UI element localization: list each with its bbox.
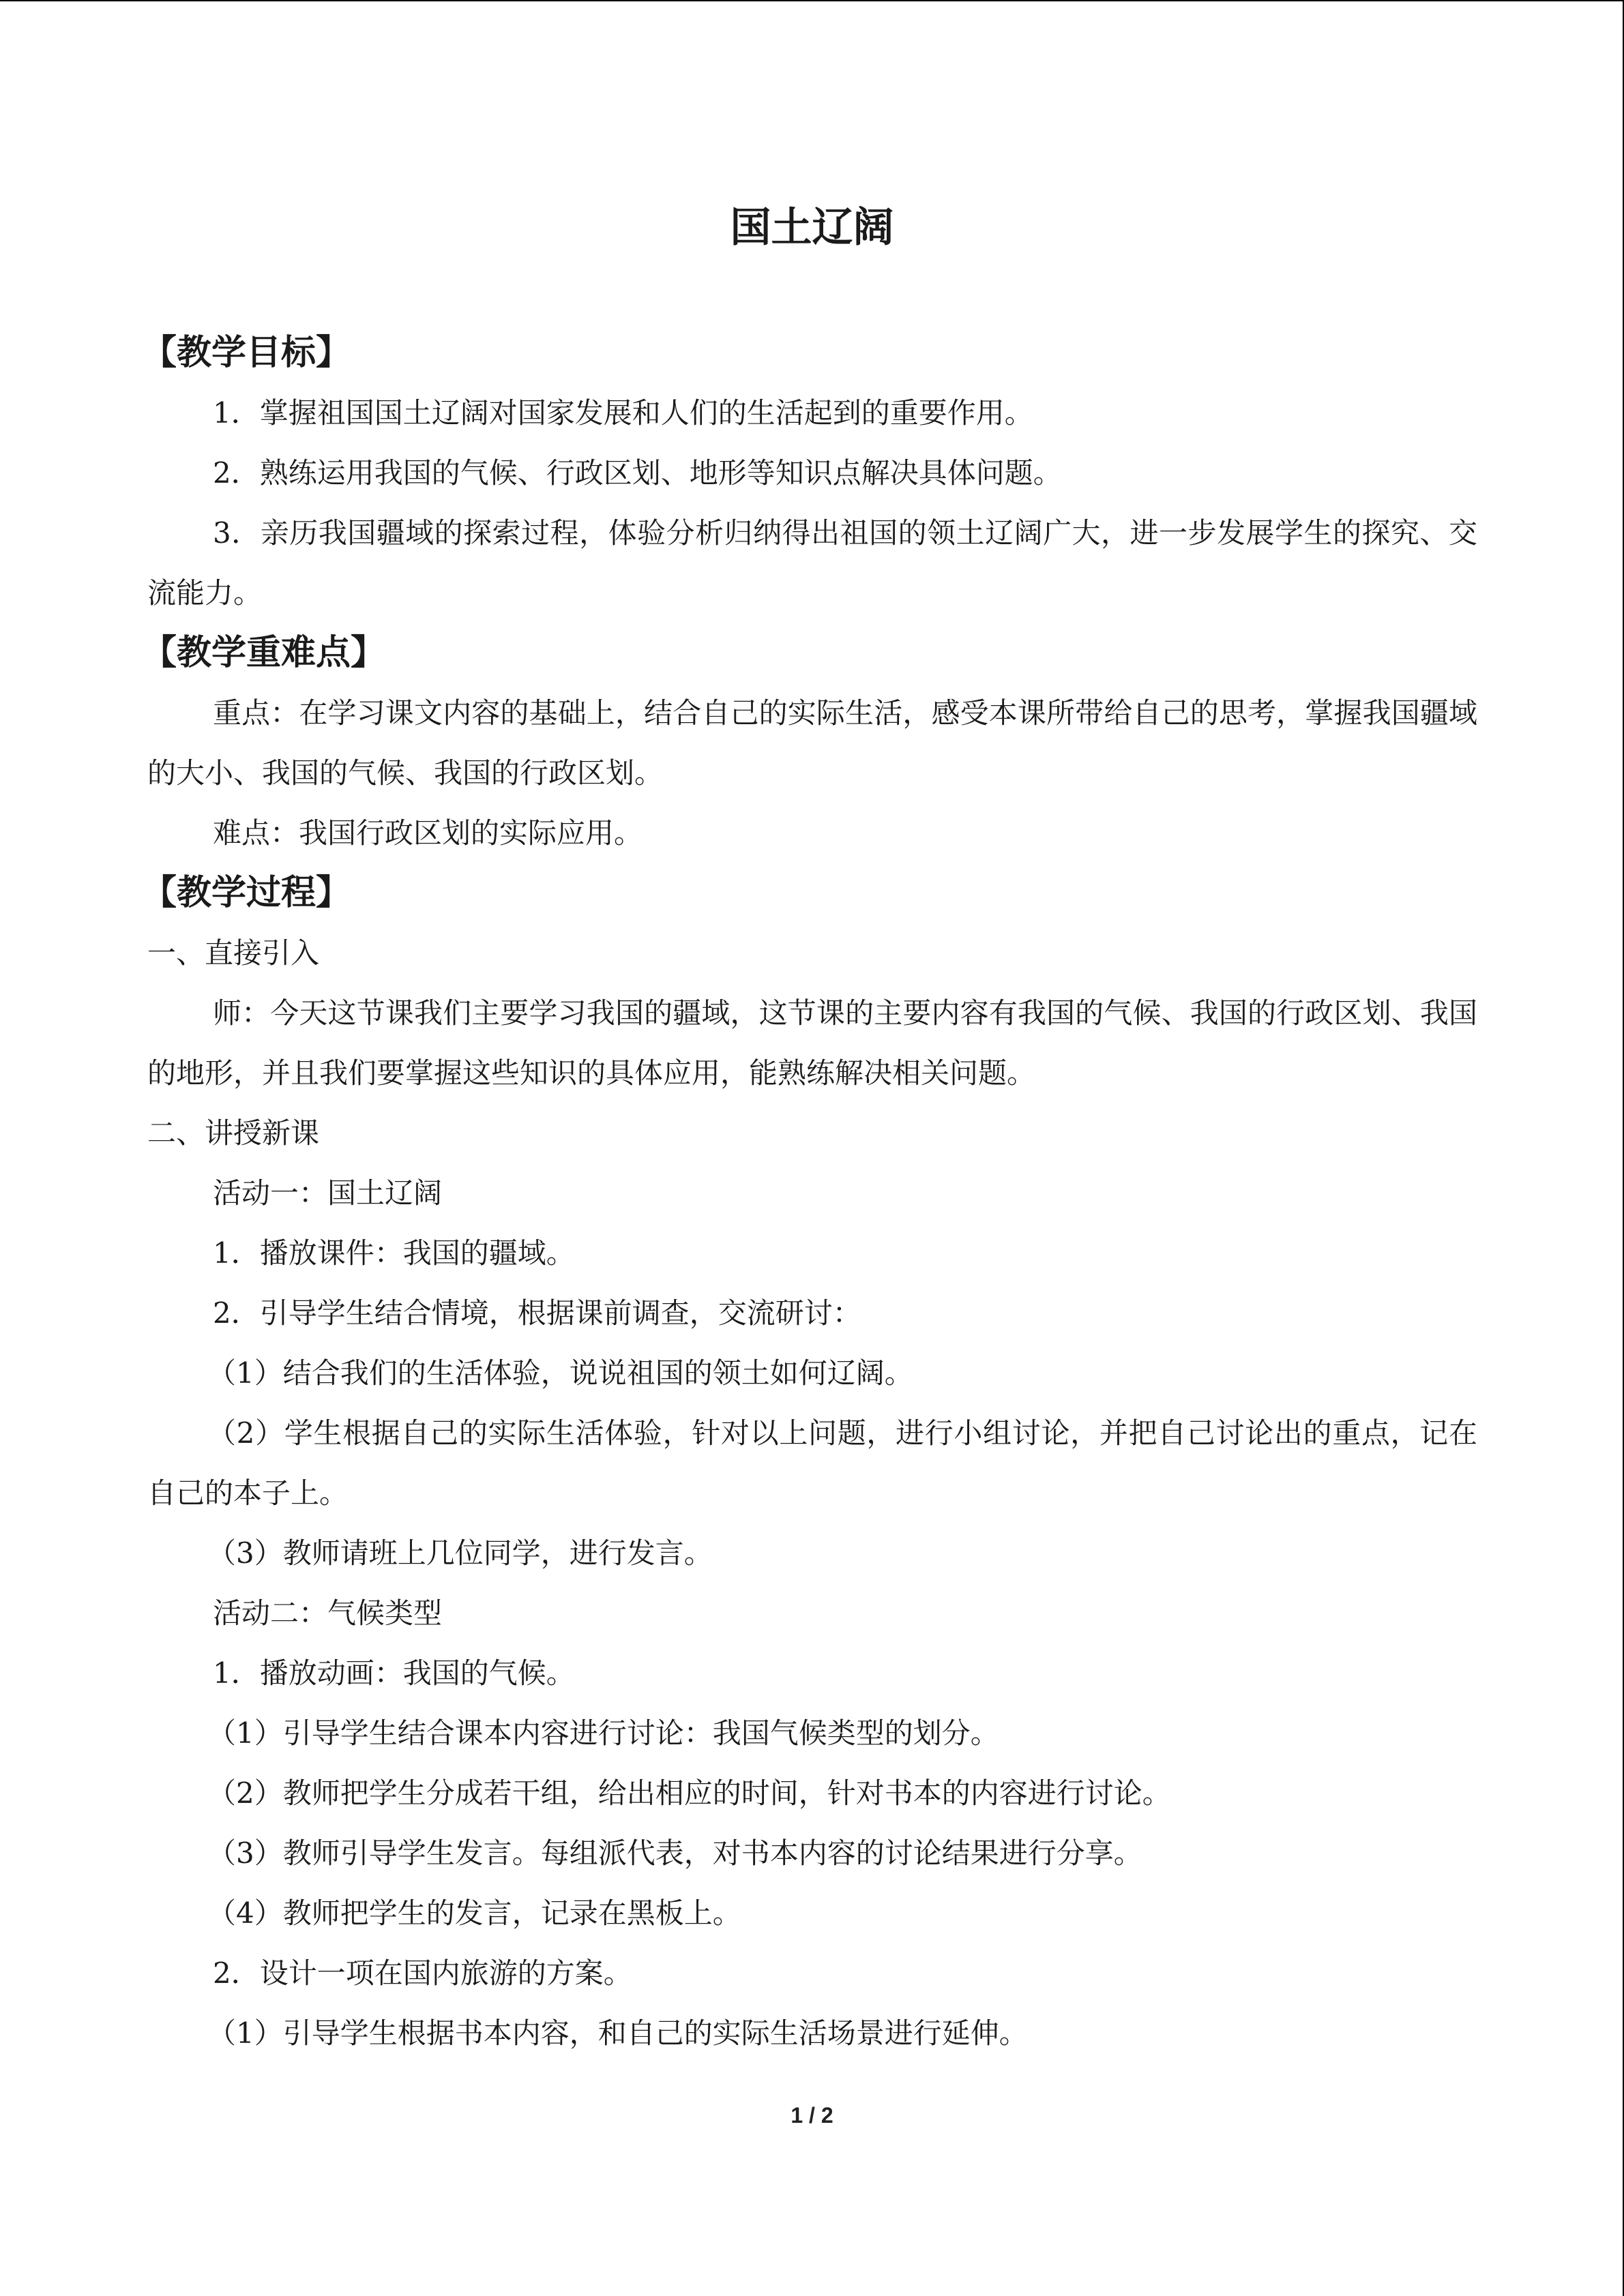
key-point-paragraph: 重点：在学习课文内容的基础上，结合自己的实际生活，感受本课所带给自己的思考，掌握我国疆域的大小、我国的气候、我国的行政区划。 [147,696,1477,790]
activity2-title: 活动二：气候类型 [213,1596,443,1630]
activity1-item-1: 1．播放课件：我国的疆域。 [213,1236,575,1270]
activity2-sub-1: （1）引导学生结合课本内容进行讨论：我国气候类型的划分。 [207,1716,999,1750]
document-title: 国土辽阔 [730,204,894,252]
objective-item-2: 2．熟练运用我国的气候、行政区划、地形等知识点解决具体问题。 [213,456,1062,490]
part1-teacher-intro: 师：今天这节课我们主要学习我国的疆域，这节课的主要内容有我国的气候、我国的行政区划、我国的地形，并且我们要掌握这些知识的具体应用，能熟练解决相关问题。 [147,996,1477,1090]
activity2-sub-3: （3）教师引导学生发言。每组派代表，对书本内容的讨论结果进行分享。 [207,1836,1142,1870]
heading-key-difficult-points: 【教学重难点】 [142,633,386,673]
activity2-sub-2: （2）教师把学生分成若干组，给出相应的时间，针对书本的内容进行讨论。 [207,1776,1171,1810]
activity2-sub-4: （4）教师把学生的发言，记录在黑板上。 [207,1896,741,1930]
part1-title: 一、直接引入 [147,936,320,970]
objective-item-1: 1．掌握祖国国土辽阔对国家发展和人们的生活起到的重要作用。 [213,396,1033,430]
activity1-sub-2: （2）学生根据自己的实际生活体验，针对以上问题，进行小组讨论，并把自己讨论出的重点，记在自己的本子上。 [147,1416,1477,1510]
page-number: 1 / 2 [791,2103,833,2128]
activity1-sub-1: （1）结合我们的生活体验，说说祖国的领土如何辽阔。 [207,1356,913,1390]
heading-teaching-process: 【教学过程】 [142,873,351,913]
activity2-item-2-sub-1: （1）引导学生根据书本内容，和自己的实际生活场景进行延伸。 [207,2016,1028,2050]
activity2-item-2: 2．设计一项在国内旅游的方案。 [213,1956,632,1990]
difficult-point-paragraph: 难点：我国行政区划的实际应用。 [213,816,643,850]
activity2-item-1: 1．播放动画：我国的气候。 [213,1656,575,1690]
activity1-title: 活动一：国土辽阔 [213,1176,443,1210]
part2-title: 二、讲授新课 [147,1116,320,1150]
document-body [142,323,1477,2063]
activity1-sub-3: （3）教师请班上几位同学，进行发言。 [207,1536,713,1570]
activity1-item-2: 2．引导学生结合情境，根据课前调查，交流研讨： [213,1296,861,1330]
heading-teaching-objectives: 【教学目标】 [142,333,351,373]
objective-item-3: 3．亲历我国疆域的探索过程，体验分析归纳得出祖国的领土辽阔广大，进一步发展学生的探究、交流能力。 [147,516,1477,610]
